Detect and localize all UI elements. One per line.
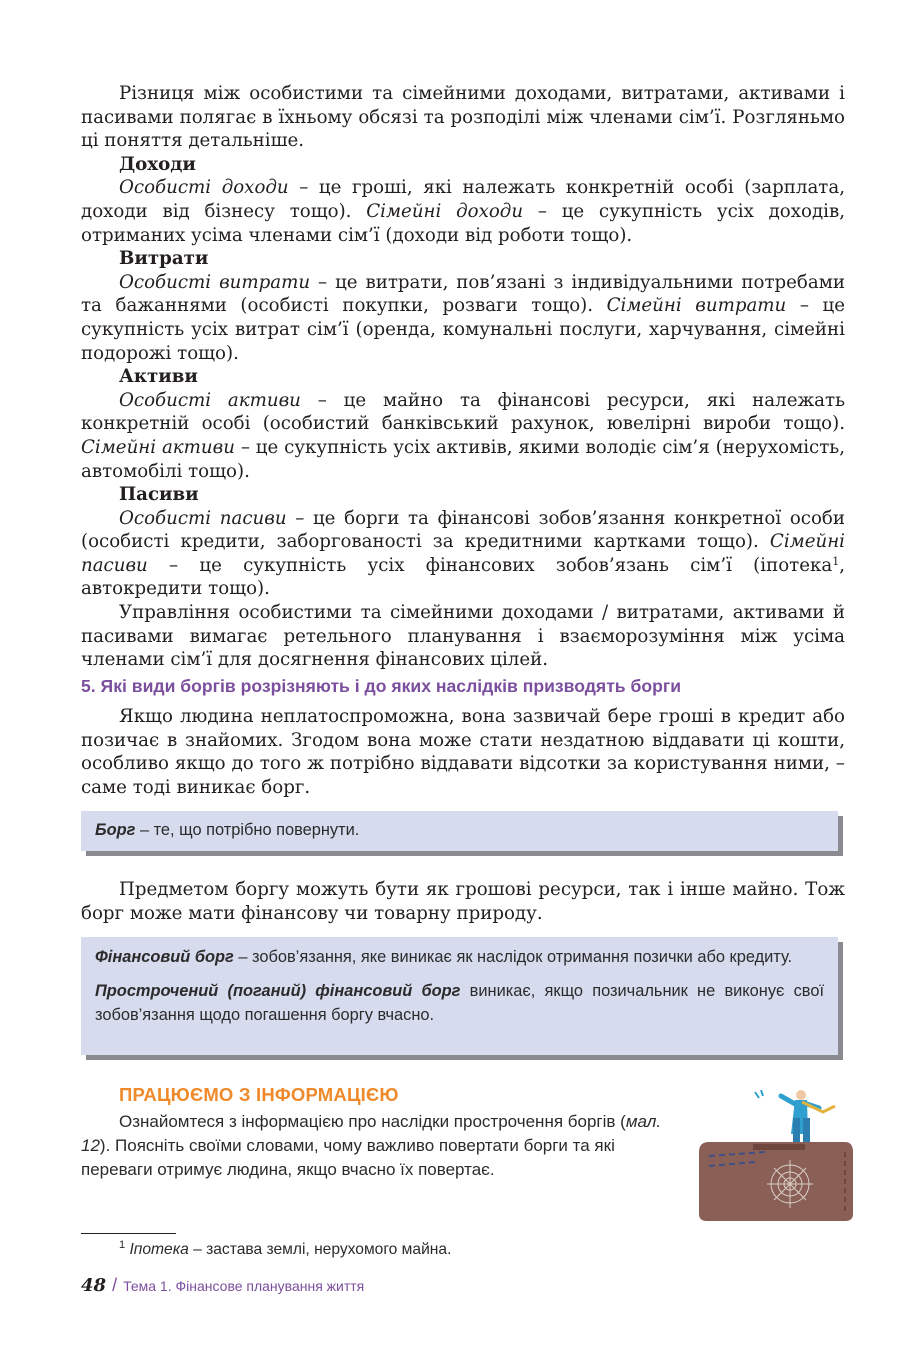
footnote [119,1241,451,1259]
text: виникає, якщо позичальник не виконує свої зобов’язання щодо погашення боргу вчасно. [95,982,824,1024]
definition-debt [95,821,824,840]
wallet-body [699,1142,853,1221]
text: – це витрати, пов’язані з індивідуальними потребами та бажаннями (особисті покупки, розваги тощо). [81,271,845,317]
term: Фінансовий борг [95,948,234,966]
footnote-number: 1 [119,1239,126,1251]
section5-text [81,705,845,799]
footnote-ref: 1 [832,554,840,568]
term: Борг [95,821,136,839]
term: Особисті активи [119,389,301,411]
definition-overdue-debt [95,979,824,1027]
income-paragraph [81,176,845,247]
page-number: 48 [81,1275,107,1296]
term: Іпотека [129,1241,189,1258]
expenses-paragraph [81,271,845,365]
assets-paragraph [81,389,845,483]
text: – це сукупність усіх активів, якими володіє сім’я (нерухомість, автомобілі тощо). [81,436,845,482]
definition-financial-debt [95,945,824,969]
subject-paragraph: Предметом боргу можуть бути як грошові ресурси, так і інше майно. Тож борг може мати фінансову чи товарну природу. [81,879,845,924]
heading-income: Доходи [119,153,196,175]
wallet-slot [753,1144,805,1150]
intro-paragraph: Різниця між особистими та сімейними доходами, витратами, активами і пасивами полягає в їхньому обсязі та розподілі між членами сім’ї. Розгляньмо ці поняття детальніше. [81,83,845,152]
term: Сімейні доходи [366,200,524,222]
term: Особисті витрати [119,271,311,293]
term: Сімейні активи [81,436,235,458]
person-figure [755,1090,835,1142]
text: , автокредити тощо). [81,554,845,600]
heading-liabilities: Пасиви [119,484,199,506]
figure-ref: мал. 12 [81,1112,662,1155]
page-footer [81,1275,364,1296]
heading-assets: Активи [119,366,198,388]
term: Сімейні пасиви [81,531,845,576]
text: – зобов’язання, яке виникає як наслідок отримання позички або кредиту. [233,948,793,966]
term: Особисті пасиви [119,507,287,529]
text: – це гроші, які належать конкретній особі (зарплата, доходи від бізнесу тощо). [81,177,845,222]
main-text [81,82,845,672]
text: – це борги та фінансові зобов’язання конкретної особи (особисті кредити, заборгованості за кредитними картками тощо). [81,507,845,553]
work-section-text [81,1110,669,1182]
work-section-title: ПРАЦЮЄМО З ІНФОРМАЦІЄЮ [119,1084,399,1105]
definition-box-debt [81,811,838,851]
text: – це сукупність усіх доходів, отриманих усіма членами сім’ї (доходи від роботи тощо). [81,200,846,246]
text: – це сукупність усіх фінансових зобов’язань сім’ї (іпотека [147,554,833,576]
definition-box-financial [81,937,838,1055]
text: Ознайомтеся з інформацією про наслідки прострочення боргів ( [119,1112,626,1131]
management-paragraph: Управління особистими та сімейними доходами / витратами, активами й пасивами вимагає ретельного планування і взаєморозуміння між усіма членами сім’ї для досягнення фінансових цілей. [81,602,845,671]
text: – те, що потрібно повернути. [135,821,360,839]
term: Особисті доходи [119,177,289,199]
text: – це сукупність усіх витрат сім’ї (оренда, комунальні послуги, харчування, сімейні подорожі тощо). [81,295,846,364]
term: Сімейні витрати [606,295,787,317]
section-title: 5. Які види боргів розрізняють і до яких наслідків призводять борги [81,676,682,696]
text: – застава землі, нерухомого майна. [188,1241,452,1258]
text: – це майно та фінансові ресурси, які належать конкретній особі (особистий банківський рахунок, ювелірні вироби тощо). [81,389,845,435]
footnote-divider [81,1233,176,1234]
subject-text [81,878,845,925]
debt-intro-paragraph: Якщо людина неплатоспроможна, вона зазвичай бере гроші в кредит або позичає в знайомих. Згодом вона може стати нездатною віддавати ці кошти, особливо якщо до того ж потрібно віддавати відсотки за користування ними, – саме тоді виникає борг. [81,706,845,798]
term: Прострочений (поганий) фінансовий борг [95,982,461,1000]
topic-title: Тема 1. Фінансове планування життя [123,1278,365,1294]
text: ). Поясніть своїми словами, чому важливо повертати борги та які переваги отримує людина, якщо вчасно їх повертає. [81,1136,615,1179]
wallet-illustration [695,1090,855,1225]
liabilities-paragraph [81,507,845,601]
footer-separator: / [112,1275,118,1295]
heading-expenses: Витрати [119,248,209,270]
